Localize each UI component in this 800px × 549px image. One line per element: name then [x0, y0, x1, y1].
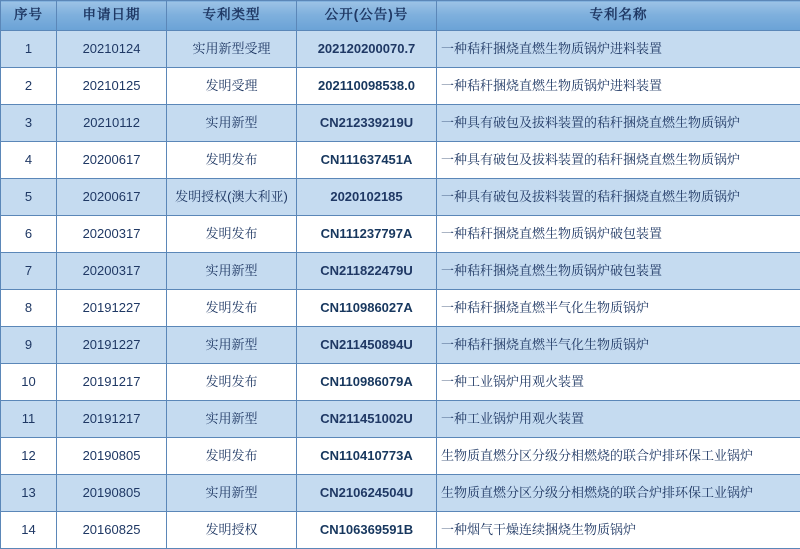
- table-row: [1, 475, 800, 512]
- cell-patent-type: 发明受理: [167, 68, 297, 105]
- cell-patent-type: 实用新型: [167, 253, 297, 290]
- cell-publication-number: CN211451002U: [297, 401, 437, 438]
- cell-application-date: 20210112: [57, 105, 167, 142]
- cell-patent-type: 发明发布: [167, 438, 297, 475]
- column-header-application-date: 申请日期: [57, 1, 167, 31]
- cell-patent-name: 一种秸秆捆烧直燃生物质锅炉进料装置: [437, 68, 800, 105]
- cell-patent-type: 实用新型受理: [167, 31, 297, 68]
- cell-publication-number: CN211822479U: [297, 253, 437, 290]
- cell-patent-name: 一种秸秆捆烧直燃生物质锅炉破包装置: [437, 216, 800, 253]
- cell-publication-number: CN111237797A: [297, 216, 437, 253]
- cell-application-date: 20191227: [57, 327, 167, 364]
- table-row: [1, 290, 800, 327]
- table-header-row: [1, 1, 800, 31]
- cell-application-date: 20191217: [57, 364, 167, 401]
- cell-publication-number: CN106369591B: [297, 512, 437, 549]
- cell-patent-name: 一种秸秆捆烧直燃生物质锅炉破包装置: [437, 253, 800, 290]
- cell-application-date: 20191227: [57, 290, 167, 327]
- table-row: [1, 31, 800, 68]
- cell-seq: 13: [1, 475, 57, 512]
- cell-seq: 9: [1, 327, 57, 364]
- cell-publication-number: CN111637451A: [297, 142, 437, 179]
- table-header: [1, 1, 800, 31]
- cell-patent-type: 实用新型: [167, 401, 297, 438]
- cell-seq: 5: [1, 179, 57, 216]
- column-header-patent-name: 专利名称: [437, 1, 800, 31]
- table-row: [1, 401, 800, 438]
- table-row: [1, 438, 800, 475]
- cell-patent-name: 一种具有破包及拔料装置的秸秆捆烧直燃生物质锅炉: [437, 179, 800, 216]
- column-header-seq: 序号: [1, 1, 57, 31]
- cell-seq: 4: [1, 142, 57, 179]
- table-row: [1, 142, 800, 179]
- cell-patent-type: 发明发布: [167, 290, 297, 327]
- cell-patent-type: 发明发布: [167, 142, 297, 179]
- cell-seq: 12: [1, 438, 57, 475]
- cell-patent-name: 一种秸秆捆烧直燃半气化生物质锅炉: [437, 327, 800, 364]
- cell-application-date: 20200617: [57, 142, 167, 179]
- cell-seq: 11: [1, 401, 57, 438]
- cell-publication-number: CN110986079A: [297, 364, 437, 401]
- cell-application-date: 20160825: [57, 512, 167, 549]
- cell-publication-number: CN212339219U: [297, 105, 437, 142]
- column-header-publication-number: 公开(公告)号: [297, 1, 437, 31]
- table-row: [1, 179, 800, 216]
- cell-application-date: 20190805: [57, 438, 167, 475]
- column-header-patent-type: 专利类型: [167, 1, 297, 31]
- cell-application-date: 20210125: [57, 68, 167, 105]
- cell-patent-type: 实用新型: [167, 105, 297, 142]
- cell-seq: 2: [1, 68, 57, 105]
- cell-patent-name: 一种工业锅炉用观火装置: [437, 401, 800, 438]
- cell-patent-name: 生物质直燃分区分级分相燃烧的联合炉排环保工业锅炉: [437, 475, 800, 512]
- cell-patent-name: 一种烟气干燥连续捆烧生物质锅炉: [437, 512, 800, 549]
- table-row: [1, 253, 800, 290]
- cell-publication-number: CN210624504U: [297, 475, 437, 512]
- cell-application-date: 20200317: [57, 216, 167, 253]
- cell-application-date: 20200317: [57, 253, 167, 290]
- cell-seq: 14: [1, 512, 57, 549]
- cell-seq: 8: [1, 290, 57, 327]
- cell-patent-name: 一种具有破包及拔料装置的秸秆捆烧直燃生物质锅炉: [437, 105, 800, 142]
- table-row: [1, 512, 800, 549]
- cell-publication-number: CN110410773A: [297, 438, 437, 475]
- cell-patent-type: 发明发布: [167, 216, 297, 253]
- cell-publication-number: 202120200070.7: [297, 31, 437, 68]
- cell-application-date: 20200617: [57, 179, 167, 216]
- table-body: [1, 31, 800, 549]
- cell-patent-name: 一种具有破包及拔料装置的秸秆捆烧直燃生物质锅炉: [437, 142, 800, 179]
- cell-seq: 10: [1, 364, 57, 401]
- table-row: [1, 216, 800, 253]
- table-row: [1, 68, 800, 105]
- cell-seq: 7: [1, 253, 57, 290]
- cell-seq: 1: [1, 31, 57, 68]
- table-row: [1, 327, 800, 364]
- cell-publication-number: 2020102185: [297, 179, 437, 216]
- cell-publication-number: CN110986027A: [297, 290, 437, 327]
- cell-seq: 3: [1, 105, 57, 142]
- cell-application-date: 20210124: [57, 31, 167, 68]
- cell-publication-number: CN211450894U: [297, 327, 437, 364]
- cell-patent-name: 生物质直燃分区分级分相燃烧的联合炉排环保工业锅炉: [437, 438, 800, 475]
- cell-application-date: 20190805: [57, 475, 167, 512]
- cell-patent-type: 发明发布: [167, 364, 297, 401]
- cell-publication-number: 202110098538.0: [297, 68, 437, 105]
- table-row: [1, 105, 800, 142]
- cell-patent-type: 发明授权(澳大利亚): [167, 179, 297, 216]
- cell-patent-type: 实用新型: [167, 475, 297, 512]
- cell-patent-type: 实用新型: [167, 327, 297, 364]
- table-row: [1, 364, 800, 401]
- cell-application-date: 20191217: [57, 401, 167, 438]
- cell-patent-name: 一种工业锅炉用观火装置: [437, 364, 800, 401]
- cell-patent-type: 发明授权: [167, 512, 297, 549]
- cell-patent-name: 一种秸秆捆烧直燃生物质锅炉进料装置: [437, 31, 800, 68]
- cell-seq: 6: [1, 216, 57, 253]
- cell-patent-name: 一种秸秆捆烧直燃半气化生物质锅炉: [437, 290, 800, 327]
